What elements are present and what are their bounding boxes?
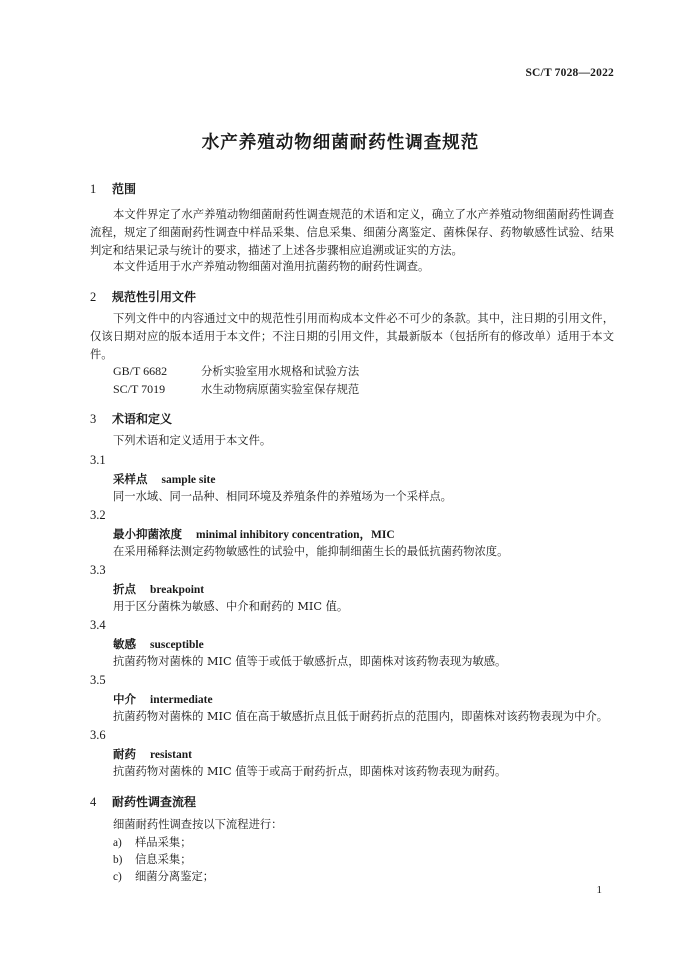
section-title: 规范性引用文件 [112,290,197,304]
procedure-intro: 细菌耐药性调查按以下流程进行： [113,818,283,831]
term-number: 3.4 [90,618,106,632]
term-zh: 最小抑菌浓度 [113,527,182,541]
term-definition: 抗菌药物对菌株的 MIC 值等于或高于耐药折点，即菌株对该药物表现为耐药。 [113,765,507,778]
section-number: 1 [90,182,97,196]
term-en: breakpoint [150,584,205,596]
term-definition: 抗菌药物对菌株的 MIC 值在高于敏感折点且低于耐药折点的范围内，即菌株对该药物表现为中介。 [113,710,609,723]
section-title: 耐药性调查流程 [112,795,197,809]
section-1-heading [90,180,136,197]
term-zh: 采样点 [113,472,148,486]
document-title: 水产养殖动物细菌耐药性调查规范 [201,133,480,153]
scope-paragraph: 本文件界定了水产养殖动物细菌耐药性调查规范的术语和定义，确立了水产养殖动物细菌耐药性调查流程，规定了细菌耐药性调查中样品采集、信息采集、细菌分离鉴定、菌株保存、药物敏感性试验、结果判定和结果记录与统计的要求，描述了上述各步骤相应追溯或证实的方法。 [90,208,614,257]
term-number: 3.2 [90,508,106,522]
term-en: susceptible [150,639,204,651]
term-entry [113,746,192,762]
section-4-heading [90,793,196,810]
reference-title: 分析实验室用水规格和试验方法 [201,365,360,378]
list-item [113,868,214,886]
term-entry [113,581,204,597]
term-zh: 敏感 [113,637,136,651]
list-text: 样品采集； [135,836,192,849]
term-zh: 耐药 [113,747,136,761]
normative-references-paragraph: 下列文件中的内容通过文中的规范性引用而构成本文件必不可少的条款。其中，注日期的引用文件，仅该日期对应的版本适用于本文件；不注日期的引用文件，其最新版本（包括所有的修改单）适用于本文件。 [90,312,614,361]
reference-code: SC/T 7019 [113,382,166,396]
scope-applicability: 本文件适用于水产养殖动物细菌对渔用抗菌药物的耐药性调查。 [113,260,430,273]
term-number: 3.1 [90,453,106,467]
list-marker: a) [113,837,122,849]
list-text: 细菌分离鉴定； [135,870,215,883]
term-en: resistant [150,749,192,761]
list-item [113,834,192,852]
term-entry [113,636,204,652]
term-number: 3.6 [90,728,106,742]
terms-intro: 下列术语和定义适用于本文件。 [113,434,272,447]
section-number: 4 [90,795,97,809]
reference-item [113,380,359,399]
standard-number: SC/T 7028—2022 [525,67,614,79]
term-definition: 同一水域、同一品种、相同环境及养殖条件的养殖场为一个采样点。 [113,490,452,503]
section-title: 术语和定义 [112,412,173,426]
list-item [113,851,192,869]
list-text: 信息采集； [135,853,192,866]
list-marker: c) [113,871,122,883]
term-number: 3.5 [90,673,106,687]
reference-code: GB/T 6682 [113,364,168,378]
section-2-heading [90,288,196,305]
term-number: 3.3 [90,563,106,577]
term-zh: 折点 [113,582,136,596]
section-3-heading [90,410,172,427]
term-definition: 在采用稀释法测定药物敏感性的试验中，能抑制细菌生长的最低抗菌药物浓度。 [113,545,509,558]
term-definition: 抗菌药物对菌株的 MIC 值等于或低于敏感折点，即菌株对该药物表现为敏感。 [113,655,507,668]
page-number: 1 [596,884,602,896]
section-title: 范围 [112,182,137,196]
section-number: 2 [90,290,97,304]
term-entry [113,691,213,707]
reference-item [113,362,359,381]
term-en: minimal inhibitory concentration，MIC [196,529,395,541]
section-number: 3 [90,412,97,426]
term-en: intermediate [150,694,213,706]
term-en: sample site [161,474,216,486]
term-zh: 中介 [113,692,136,706]
term-entry [113,526,395,542]
term-entry [113,471,215,487]
term-definition: 用于区分菌株为敏感、中介和耐药的 MIC 值。 [113,600,349,613]
list-marker: b) [113,854,123,866]
reference-title: 水生动物病原菌实验室保存规范 [201,383,360,396]
